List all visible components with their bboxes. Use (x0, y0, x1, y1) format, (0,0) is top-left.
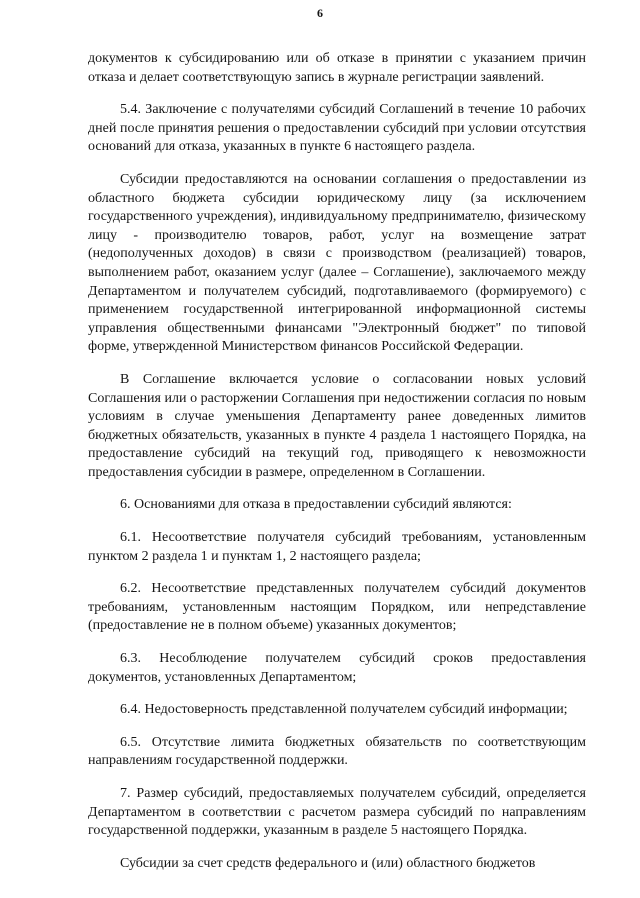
paragraph-6-1: 6.1. Несоответствие получателя субсидий требованиям, установленным пунктом 2 раздела 1 и пунктам 1, 2 настоящего раздела; (88, 530, 586, 564)
paragraph-6-2: 6.2. Несоответствие представленных получателем субсидий документов требованиям, установленным настоящим Порядком, или непредставление (предоставление не в полном объеме) указанных документов; (88, 581, 586, 634)
document-body (88, 50, 586, 873)
page-number: 6 (317, 6, 323, 20)
paragraph-6: 6. Основаниями для отказа в предоставлении субсидий являются: (120, 497, 512, 513)
paragraph-continuation: документов к субсидированию или об отказе в принятии с указанием причин отказа и делает соответствующую запись в журнале регистрации заявлений. (88, 51, 586, 85)
paragraph-7: 7. Размер субсидий, предоставляемых получателем субсидий, определяется Департаментом в соответствии с расчетом размера субсидий по направлениям государственной поддержки, указанным в разделе 5 настоящего Порядка. (88, 786, 586, 839)
paragraph-6-3: 6.3. Несоблюдение получателем субсидий сроков предоставления документов, установленных Департаментом; (88, 651, 586, 685)
paragraph-6-5: 6.5. Отсутствие лимита бюджетных обязательств по соответствующим направлениям государственной поддержки. (88, 734, 586, 769)
paragraph-subsidy-budgets: Субсидии за счет средств федерального и (или) областного бюджетов (120, 855, 536, 871)
paragraph-6-4: 6.4. Недостоверность представленной получателем субсидий информации; (120, 702, 568, 718)
paragraph-agreement-conditions: В Соглашение включается условие о согласовании новых условий Соглашения или о расторжении Соглашения при недостижении согласия по новым условиям в случае уменьшения Департаменту ранее доведенных лимитов бюджетных обязательств, указанных в пункте 4 раздела 1 настоящего Порядка, на предоставление субсидий на текущий год, приводящего к невозможности предоставления субсидии в размере, определенном в Соглашении. (88, 371, 586, 480)
paragraph-subsidy-agreement: Субсидии предоставляются на основании соглашения о предоставлении из областного бюджета субсидии юридическому лицу (за исключением государственного учреждения), индивидуальному предпринимателю, физическому лицу - производителю товаров, работ, услуг на возмещение затрат (недополученных доходов) в связи с производством (реализацией) товаров, выполнением работ, оказанием услуг (далее – Соглашение), заключаемого между Департаментом и получателем субсидий, подготавливаемого (формируемого) с применением государственной интегрированной информационной системы управления общественными финансами "Электронный бюджет" по типовой форме, утвержденной Министерством финансов Российской Федерации. (88, 171, 586, 355)
paragraph-5-4: 5.4. Заключение с получателями субсидий Соглашений в течение 10 рабочих дней после принятия решения о предоставлении субсидий при условии отсутствия оснований для отказа, указанных в пункте 6 настоящего раздела. (88, 102, 586, 155)
